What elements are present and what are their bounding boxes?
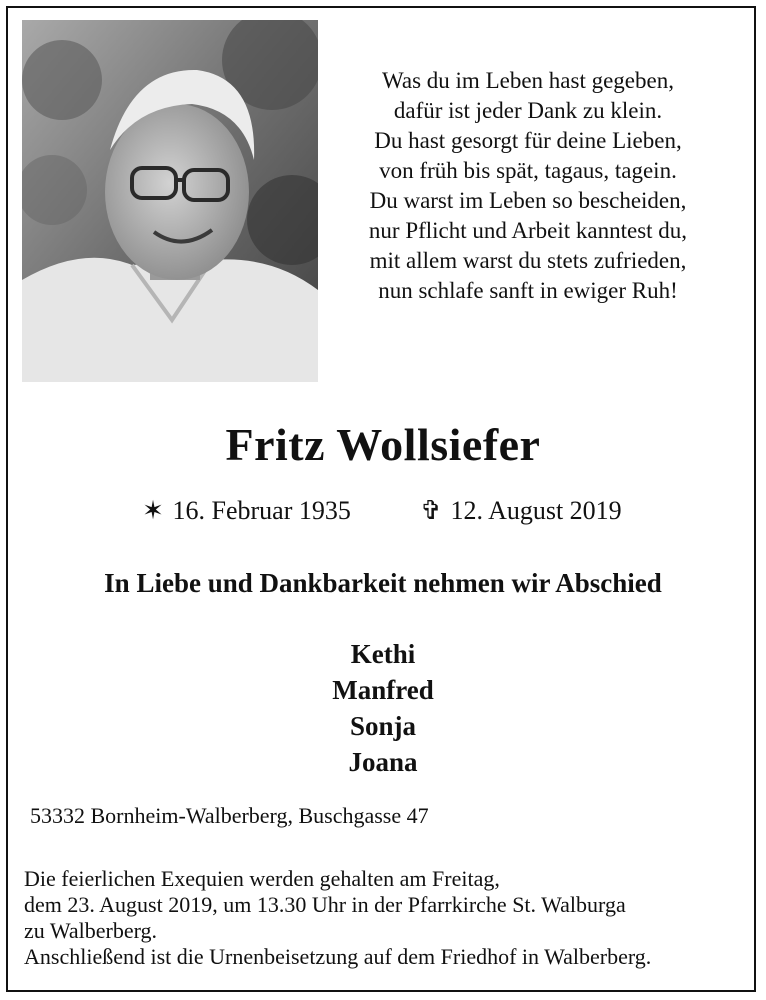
poem-line: Du warst im Leben so bescheiden, [369,188,687,213]
info-line: zu Walberberg. [24,918,158,943]
birth-date [140,496,351,526]
birth-date-text: 16. Februar 1935 [172,496,351,525]
farewell-line: In Liebe und Dankbarkeit nehmen wir Abschied [104,568,662,598]
info-line: Die feierlichen Exequien werden gehalten am Freitag, [24,866,500,891]
family-member: Kethi [350,639,416,669]
info-line: Anschließend ist die Urnenbeisetzung auf dem Friedhof in Walberberg. [24,944,652,969]
portrait-photo-icon [22,20,318,382]
memorial-poem [328,66,728,306]
poem-line: mit allem warst du stets zufrieden, [369,248,687,273]
funeral-info [24,866,651,970]
poem-line: Was du im Leben hast gegeben, [382,68,674,93]
poem-line: von früh bis spät, tagaus, tagein. [379,158,677,183]
poem-line: Du hast gesorgt für deine Lieben, [374,128,682,153]
family-member: Sonja [349,711,417,741]
deceased-name: Fritz Wollsiefer [225,419,541,470]
address: 53332 Bornheim-Walberberg, Buschgasse 47 [30,803,429,828]
death-date [418,496,622,526]
poem-line: nur Pflicht und Arbeit kanntest du, [368,218,688,243]
star-icon: ✶ [142,496,164,525]
cross-icon: ✞ [420,496,442,525]
family-member: Manfred [332,675,434,705]
family-member: Joana [348,747,418,777]
info-line: dem 23. August 2019, um 13.30 Uhr in der Pfarrkirche St. Walburga [24,892,626,917]
death-date-text: 12. August 2019 [450,496,622,525]
poem-line: nun schlafe sanft in ewiger Ruh! [378,278,678,303]
poem-line: dafür ist jeder Dank zu klein. [393,98,663,123]
family-names [0,636,766,780]
